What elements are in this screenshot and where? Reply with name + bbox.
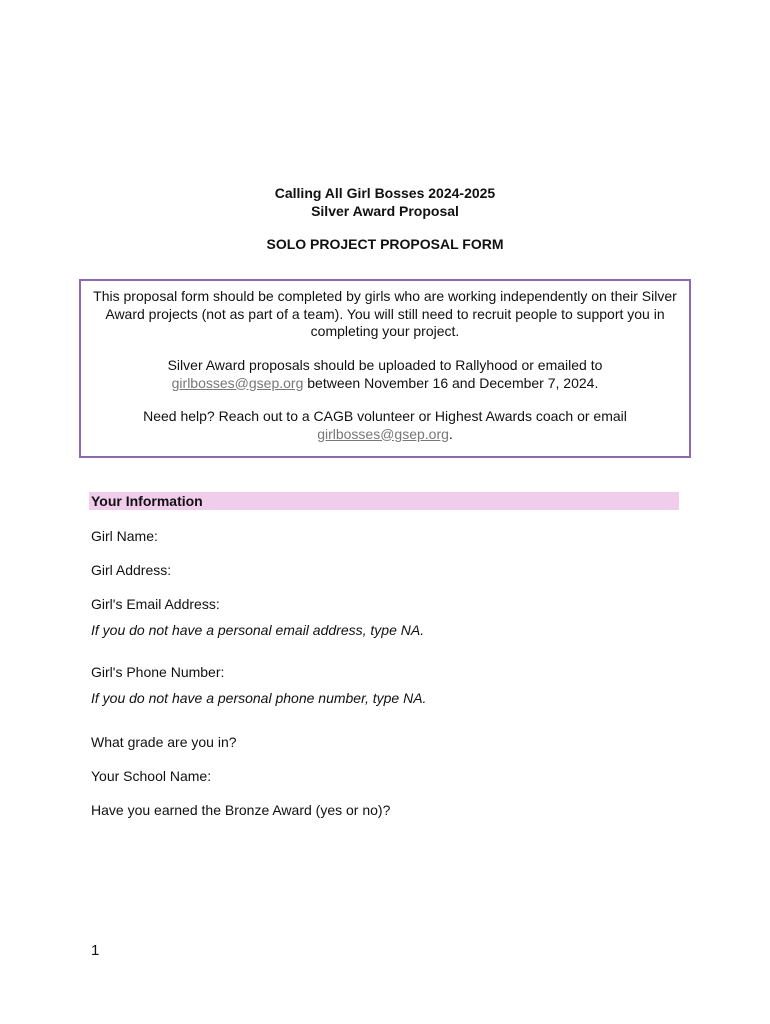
school-name-label: Your School Name: xyxy=(91,768,212,784)
instructions-paragraph-1: This proposal form should be completed by girls who are working independently on their Silver Award projects (not as part of a team). You will still need to recruit people to support you in completing your project. xyxy=(93,288,677,339)
page-number: 1 xyxy=(91,942,100,959)
help-text-end: . xyxy=(448,425,453,442)
grade-question: What grade are you in? xyxy=(91,734,237,750)
deadline-text: between November 16 and December 7, 2024. xyxy=(303,374,599,391)
section-title-your-information: Your Information xyxy=(91,493,203,509)
girl-name-label: Girl Name: xyxy=(91,528,158,544)
document-title: Calling All Girl Bosses 2024-2025 xyxy=(274,185,496,201)
form-title: SOLO PROJECT PROPOSAL FORM xyxy=(266,236,504,252)
instructions-paragraph-2 xyxy=(81,357,689,392)
girl-email-hint: If you do not have a personal email address, type NA. xyxy=(91,622,425,638)
girl-phone-hint: If you do not have a personal phone number, type NA. xyxy=(91,690,427,706)
help-email-link[interactable]: girlbosses@gsep.org xyxy=(317,425,449,442)
instructions-paragraph-3 xyxy=(81,408,689,443)
submission-text: Silver Award proposals should be uploaded to Rallyhood or emailed to xyxy=(167,357,603,373)
girl-address-label: Girl Address: xyxy=(91,562,172,578)
help-text: Need help? Reach out to a CAGB volunteer or Highest Awards coach or email xyxy=(143,408,627,424)
instructions-box xyxy=(79,279,691,458)
girl-phone-label: Girl's Phone Number: xyxy=(91,664,225,680)
bronze-award-question: Have you earned the Bronze Award (yes or no)? xyxy=(91,802,391,818)
document-subtitle: Silver Award Proposal xyxy=(311,203,459,219)
email-link[interactable]: girlbosses@gsep.org xyxy=(171,374,304,391)
girl-email-label: Girl's Email Address: xyxy=(91,596,220,612)
